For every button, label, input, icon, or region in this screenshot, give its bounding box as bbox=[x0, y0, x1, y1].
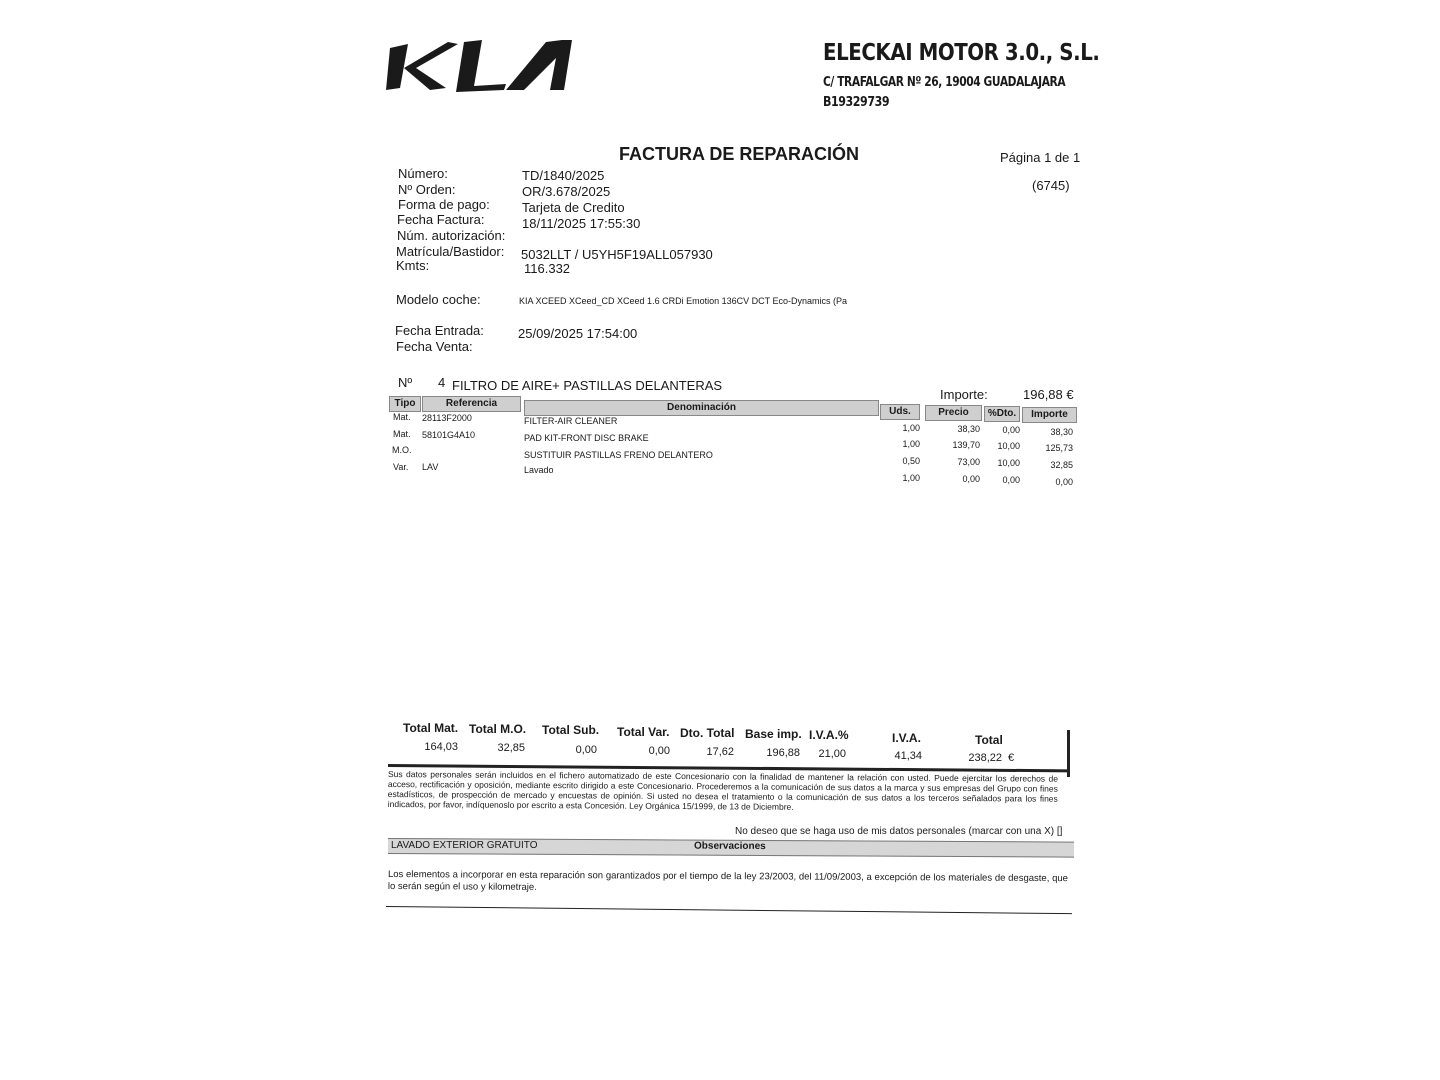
col-header-denominacion: Denominación bbox=[524, 400, 879, 416]
iva-label: I.V.A. bbox=[892, 731, 921, 745]
row-4-dto: 0,00 bbox=[1002, 475, 1020, 485]
observaciones-text: LAVADO EXTERIOR GRATUITO bbox=[391, 840, 538, 851]
matricula-label: Matrícula/Bastidor: bbox=[396, 244, 505, 259]
row-1-precio: 38,30 bbox=[957, 424, 980, 434]
row-4-importe: 0,00 bbox=[1055, 477, 1073, 487]
invoice-title: FACTURA DE REPARACIÓN bbox=[619, 144, 860, 164]
operation-importe-label: Importe: bbox=[940, 387, 988, 402]
operation-no-label: Nº bbox=[398, 375, 413, 390]
iva-value: 41,34 bbox=[894, 750, 922, 762]
row-1-denominacion: FILTER-AIR CLEANER bbox=[524, 416, 618, 426]
total-var-value: 0,00 bbox=[648, 745, 670, 757]
total-mo-label: Total M.O. bbox=[469, 722, 527, 736]
col-header-tipo: Tipo bbox=[389, 396, 421, 412]
page-indicator: Página 1 de 1 bbox=[1000, 150, 1081, 165]
operation-description: FILTRO DE AIRE+ PASTILLAS DELANTERAS bbox=[452, 378, 723, 393]
row-3-importe: 32,85 bbox=[1050, 460, 1073, 470]
total-value: 238,22 bbox=[968, 752, 1002, 764]
row-3-tipo: M.O. bbox=[392, 445, 412, 455]
numero-value: TD/1840/2025 bbox=[522, 168, 605, 183]
row-1-dto: 0,00 bbox=[1002, 425, 1020, 435]
row-4-uds: 1,00 bbox=[902, 473, 920, 483]
numero-label: Número: bbox=[398, 166, 448, 181]
iva-pct-label: I.V.A.% bbox=[809, 728, 849, 742]
col-header-referencia: Referencia bbox=[422, 396, 521, 412]
kia-logo bbox=[386, 38, 576, 99]
privacy-notice: Sus datos personales serán incluidos en el fichero automatizado de este Concesionario con la finalidad de mantener la relación con usted. Puede ejercitar los derechos de acceso, rectificación y oposición, mediante escrito dirigido a este Concesionario. Procederemos a la comunicación de sus datos a la marca y sus empresas del Grupo con fines estadísticos, de prospección de mercado y encuestas de opinión. Si usted no desea el tratamiento o la comunicación de sus datos a los terceros señalados para los fines indicados, por favor, indíquenoslo por escrito a esta Concesión. Ley Orgánica 15/1999, de 13 de Diciembre. bbox=[387, 769, 1058, 812]
iva-pct-value: 21,00 bbox=[818, 748, 846, 760]
row-1-tipo: Mat. bbox=[393, 412, 411, 422]
row-3-uds: 0,50 bbox=[902, 456, 920, 466]
total-var-label: Total Var. bbox=[617, 725, 670, 739]
optout-text: No deseo que se haga uso de mis datos personales (marcar con una X) [] bbox=[735, 826, 1063, 837]
col-header-importe: Importe bbox=[1022, 407, 1077, 423]
modelo-value: KIA XCEED XCeed_CD XCeed 1.6 CRDi Emotion 136CV DCT Eco-Dynamics (Pa bbox=[519, 296, 847, 306]
guarantee-text: Los elementos a incorporar en esta reparación son garantizados por el tiempo de la ley 23/2003, del 11/09/2003, a excepción de los materiales de desgaste, que lo serán según el uso y kilometraje. bbox=[387, 869, 1068, 893]
total-currency: € bbox=[1008, 752, 1015, 764]
row-3-dto: 10,00 bbox=[997, 458, 1020, 468]
col-header-dto: %Dto. bbox=[984, 406, 1020, 422]
fecha-venta-label: Fecha Venta: bbox=[396, 339, 473, 354]
kmts-value: 116.332 bbox=[524, 261, 571, 276]
total-mat-value: 164,03 bbox=[424, 741, 458, 753]
row-3-precio: 73,00 bbox=[957, 457, 980, 467]
orden-label: Nº Orden: bbox=[398, 182, 456, 197]
observaciones-label: Observaciones bbox=[693, 840, 766, 852]
row-1-uds: 1,00 bbox=[902, 423, 920, 433]
company-address: C/ TRAFALGAR Nº 26, 19004 GUADALAJARA bbox=[823, 75, 1066, 90]
total-label: Total bbox=[975, 733, 1003, 747]
row-3-denominacion: SUSTITUIR PASTILLAS FRENO DELANTERO bbox=[524, 450, 713, 460]
fecha-entrada-value: 25/09/2025 17:54:00 bbox=[518, 326, 638, 341]
total-sub-value: 0,00 bbox=[575, 744, 597, 756]
operation-importe: 196,88 € bbox=[1023, 387, 1074, 402]
row-2-denominacion: PAD KIT-FRONT DISC BRAKE bbox=[524, 433, 649, 443]
pago-value: Tarjeta de Credito bbox=[522, 200, 625, 215]
fecha-factura-value: 18/11/2025 17:55:30 bbox=[522, 216, 641, 231]
total-dto-value: 17,62 bbox=[706, 746, 734, 758]
row-2-referencia: 58101G4A10 bbox=[422, 430, 476, 440]
operation-no: 4 bbox=[438, 375, 446, 390]
row-2-importe: 125,73 bbox=[1045, 443, 1073, 453]
autorizacion-label: Núm. autorización: bbox=[397, 228, 506, 243]
footer-rule bbox=[386, 906, 1072, 914]
pago-label: Forma de pago: bbox=[398, 197, 490, 212]
total-sub-label: Total Sub. bbox=[542, 723, 600, 737]
total-mo-value: 32,85 bbox=[497, 742, 525, 754]
row-4-precio: 0,00 bbox=[962, 474, 980, 484]
base-imp-value: 196,88 bbox=[766, 747, 800, 759]
total-dto-label: Dto. Total bbox=[680, 726, 735, 740]
row-1-importe: 38,30 bbox=[1050, 427, 1073, 437]
kmts-label: Kmts: bbox=[396, 258, 430, 273]
col-header-precio: Precio bbox=[925, 405, 982, 421]
total-mat-label: Total Mat. bbox=[403, 721, 459, 735]
col-header-uds: Uds. bbox=[880, 404, 920, 420]
company-cif: B19329739 bbox=[823, 95, 890, 110]
orden-value: OR/3.678/2025 bbox=[522, 184, 611, 199]
modelo-label: Modelo coche: bbox=[396, 292, 481, 307]
row-2-uds: 1,00 bbox=[902, 439, 920, 449]
fecha-factura-label: Fecha Factura: bbox=[397, 212, 485, 227]
row-4-tipo: Var. bbox=[393, 462, 409, 472]
row-2-precio: 139,70 bbox=[952, 440, 980, 450]
base-imp-label: Base imp. bbox=[745, 727, 802, 741]
matricula-value: 5032LLT / U5YH5F19ALL057930 bbox=[521, 247, 713, 262]
company-name: ELECKAI MOTOR 3.0., S.L. bbox=[823, 40, 1100, 66]
fecha-entrada-label: Fecha Entrada: bbox=[395, 323, 484, 338]
document-code: (6745) bbox=[1032, 178, 1070, 193]
row-4-referencia: LAV bbox=[422, 462, 439, 472]
row-1-referencia: 28113F2000 bbox=[422, 413, 472, 423]
row-4-denominacion: Lavado bbox=[524, 465, 554, 475]
row-2-dto: 10,00 bbox=[997, 441, 1020, 451]
row-2-tipo: Mat. bbox=[393, 429, 411, 439]
